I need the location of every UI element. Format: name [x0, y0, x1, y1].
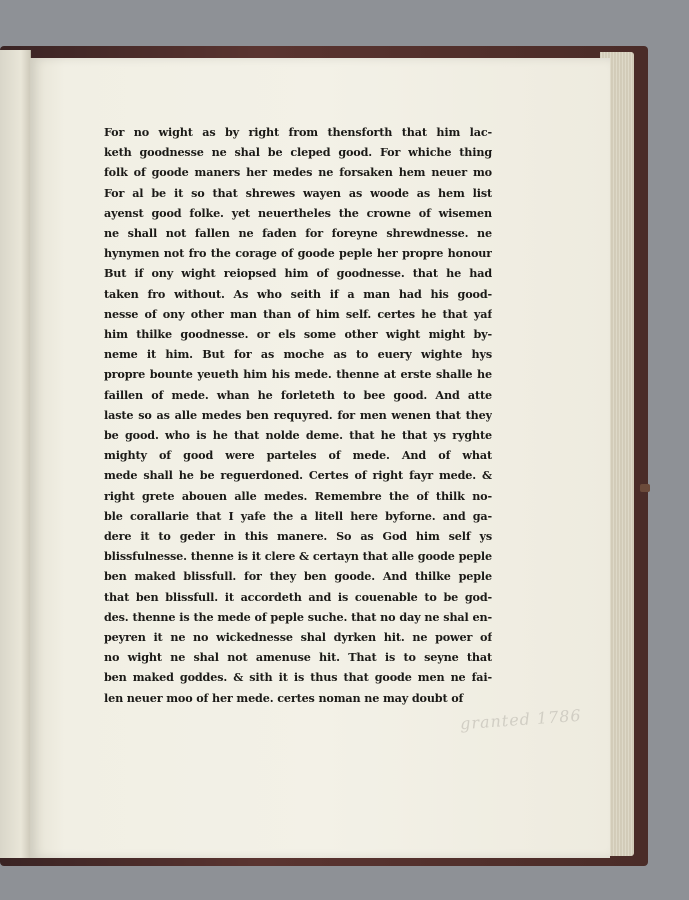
text-line: mede shall he be reguerdoned. Certes of right fayr mede. & — [104, 468, 492, 483]
text-line: But if ony wight reiopsed him of goodnesse. that he had — [104, 266, 492, 281]
text-line: len neuer moo of her mede. certes noman ne may doubt of — [104, 690, 464, 705]
left-page-edge — [0, 50, 31, 858]
text-line: faillen of mede. whan he forleteth to bee good. And atte — [104, 387, 492, 402]
text-line: For al be it so that shrewes wayen as woode as hem list — [104, 185, 492, 200]
text-line: ben maked blissfull. for they ben goode. And thilke peple — [104, 569, 492, 584]
text-line: ben maked goddes. & sith it is thus that goode men ne fai- — [104, 670, 492, 685]
text-line: ne shall not fallen ne faden for foreyne shrewdnesse. ne — [104, 226, 492, 241]
text-line: taken fro without. As who seith if a man had his good- — [104, 286, 492, 301]
text-line: nesse of ony other man than of him self. certes he that yaf — [104, 306, 492, 321]
text-line: no wight ne shal not amenuse hit. That is to seyne that — [104, 650, 492, 665]
text-line: neme it him. But for as moche as to euery wighte hys — [104, 347, 492, 362]
text-line: mighty of good were parteles of mede. And of what — [104, 448, 492, 463]
pencil-annotation: granted 1786 — [459, 705, 583, 734]
text-line: des. thenne is the mede of peple suche. that no day ne shal en- — [104, 609, 492, 624]
text-line: folk of goode maners her medes ne forsaken hem neuer mo — [104, 165, 492, 180]
text-line: blissfulnesse. thenne is it clere & certayn that alle goode peple — [104, 549, 492, 564]
text-line: For no wight as by right from thensforth that him lac- — [104, 125, 492, 139]
text-line: right grete abouen alle medes. Remembre the of thilk no- — [104, 488, 492, 503]
text-line: hynymen not fro the corage of goode peple her propre honour — [104, 246, 492, 261]
text-line: laste so as alle medes ben requyred. for men wenen that they — [104, 407, 492, 422]
text-line: dere it to geder in this manere. So as God him self ys — [104, 529, 492, 544]
recto-page — [30, 58, 610, 858]
text-line: ayenst good folke. yet neuertheles the crowne of wisemen — [104, 205, 492, 220]
text-line: him thilke goodnesse. or els some other wight might by- — [104, 327, 492, 342]
binding-clasp — [640, 484, 650, 492]
text-line: that ben blissfull. it accordeth and is couenable to be god- — [104, 589, 492, 604]
text-line: keth goodnesse ne shal be cleped good. For whiche thing — [104, 145, 492, 160]
text-line: be good. who is he that nolde deme. that he that ys ryghte — [104, 428, 492, 443]
text-line: peyren it ne no wickednesse shal dyrken hit. ne power of — [104, 630, 492, 645]
printed-text-block — [104, 122, 492, 708]
text-line: ble corallarie that I yafe the a litell here byforne. and ga- — [104, 508, 492, 523]
text-line: propre bounte yeueth him his mede. thenne at erste shalle he — [104, 367, 492, 382]
